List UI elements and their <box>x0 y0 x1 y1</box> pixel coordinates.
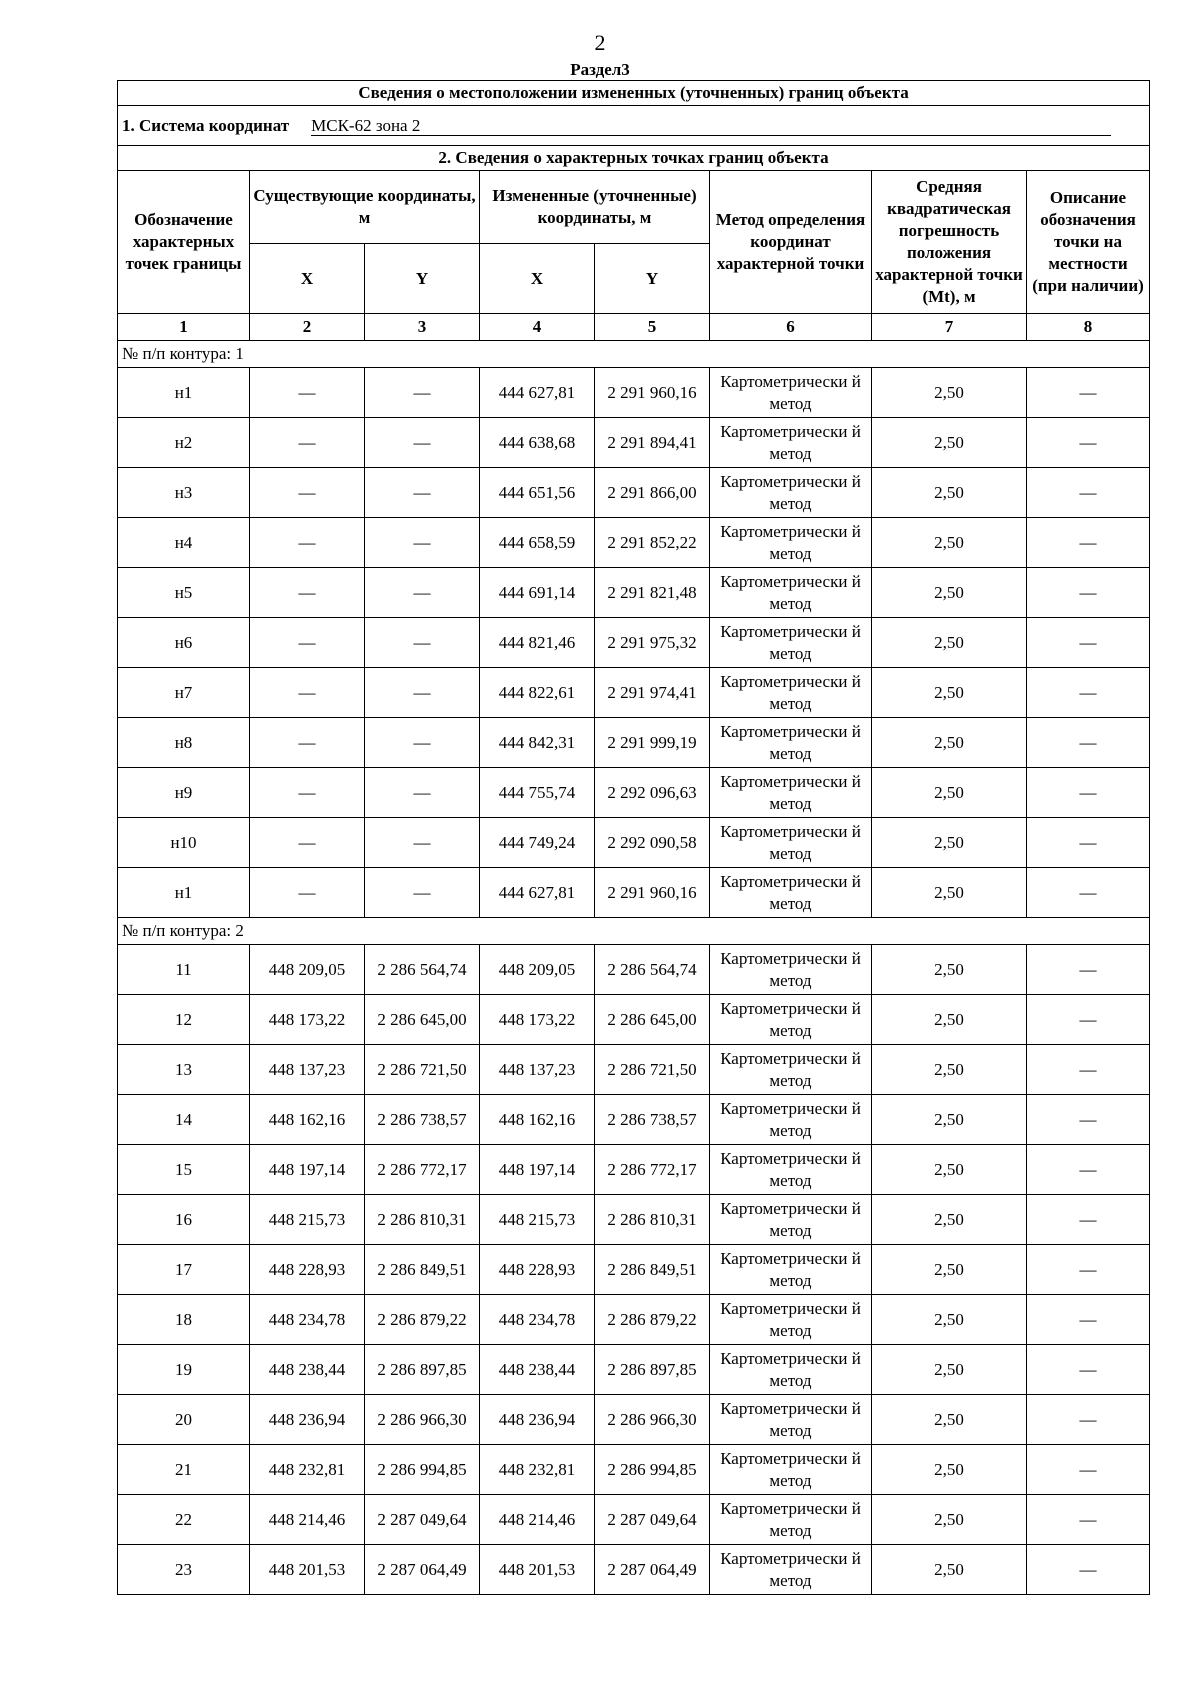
column-number: 1 <box>118 314 250 341</box>
cell-new-x: 448 228,93 <box>480 1245 595 1295</box>
cell-new-x: 444 627,81 <box>480 368 595 418</box>
cell-existing-x: — <box>250 568 365 618</box>
cell-description: — <box>1027 518 1150 568</box>
cell-error: 2,50 <box>872 818 1027 868</box>
cell-description: — <box>1027 1445 1150 1495</box>
section-title: Раздел3 <box>570 60 630 79</box>
cell-existing-x: 448 209,05 <box>250 945 365 995</box>
cell-new-y: 2 292 090,58 <box>595 818 710 868</box>
cell-error: 2,50 <box>872 468 1027 518</box>
cell-point: 19 <box>118 1345 250 1395</box>
table-row <box>118 518 1150 568</box>
cell-new-x: 448 201,53 <box>480 1545 595 1595</box>
cell-description: — <box>1027 468 1150 518</box>
cell-new-y: 2 291 975,32 <box>595 618 710 668</box>
cell-point: н3 <box>118 468 250 518</box>
cell-existing-x: — <box>250 718 365 768</box>
cell-new-y: 2 286 738,57 <box>595 1095 710 1145</box>
cell-existing-y: — <box>365 518 480 568</box>
cell-new-y: 2 291 894,41 <box>595 418 710 468</box>
cell-existing-y: 2 287 049,64 <box>365 1495 480 1545</box>
table-row <box>118 1295 1150 1345</box>
header-changed: Измененные (уточненные) координаты, м <box>480 171 710 244</box>
points-title-row <box>118 146 1150 171</box>
table-row <box>118 1195 1150 1245</box>
cell-error: 2,50 <box>872 1445 1027 1495</box>
table-row <box>118 768 1150 818</box>
cell-existing-x: 448 137,23 <box>250 1045 365 1095</box>
coord-system-value: МСК-62 зона 2 <box>311 116 1111 136</box>
coord-system-cell <box>118 106 1150 146</box>
cell-method: Картометрически й метод <box>710 668 872 718</box>
table-row <box>118 1345 1150 1395</box>
cell-error: 2,50 <box>872 1495 1027 1545</box>
contour-label-row <box>118 918 1150 945</box>
cell-description: — <box>1027 1295 1150 1345</box>
cell-new-y: 2 286 994,85 <box>595 1445 710 1495</box>
header-changed-y: Y <box>595 244 710 314</box>
cell-new-y: 2 286 897,85 <box>595 1345 710 1395</box>
cell-error: 2,50 <box>872 1245 1027 1295</box>
header-error: Средняя квадратическая погрешность положения характерной точки (Mt), м <box>872 171 1027 314</box>
cell-method: Картометрически й метод <box>710 468 872 518</box>
cell-existing-y: — <box>365 768 480 818</box>
cell-method: Картометрически й метод <box>710 418 872 468</box>
cell-point: н9 <box>118 768 250 818</box>
cell-existing-y: — <box>365 618 480 668</box>
table-row <box>118 1245 1150 1295</box>
cell-new-x: 448 215,73 <box>480 1195 595 1245</box>
cell-existing-x: 448 234,78 <box>250 1295 365 1345</box>
column-number: 4 <box>480 314 595 341</box>
cell-error: 2,50 <box>872 1545 1027 1595</box>
cell-point: 13 <box>118 1045 250 1095</box>
cell-new-y: 2 287 049,64 <box>595 1495 710 1545</box>
cell-error: 2,50 <box>872 768 1027 818</box>
cell-method: Картометрически й метод <box>710 995 872 1045</box>
column-number: 3 <box>365 314 480 341</box>
table-row <box>118 1495 1150 1545</box>
cell-description: — <box>1027 1545 1150 1595</box>
cell-new-y: 2 291 852,22 <box>595 518 710 568</box>
cell-method: Картометрически й метод <box>710 618 872 668</box>
cell-method: Картометрически й метод <box>710 768 872 818</box>
cell-new-x: 448 209,05 <box>480 945 595 995</box>
cell-method: Картометрически й метод <box>710 1045 872 1095</box>
header-designation: Обозначение характерных точек границы <box>118 171 250 314</box>
table-row <box>118 568 1150 618</box>
cell-description: — <box>1027 868 1150 918</box>
cell-point: н6 <box>118 618 250 668</box>
cell-point: 11 <box>118 945 250 995</box>
cell-existing-y: — <box>365 568 480 618</box>
cell-description: — <box>1027 718 1150 768</box>
cell-method: Картометрически й метод <box>710 1395 872 1445</box>
column-number: 7 <box>872 314 1027 341</box>
cell-existing-y: 2 286 564,74 <box>365 945 480 995</box>
cell-description: — <box>1027 768 1150 818</box>
cell-new-y: 2 291 960,16 <box>595 368 710 418</box>
cell-existing-y: — <box>365 468 480 518</box>
table-row <box>118 668 1150 718</box>
cell-new-x: 444 691,14 <box>480 568 595 618</box>
cell-point: 14 <box>118 1095 250 1145</box>
cell-error: 2,50 <box>872 368 1027 418</box>
cell-existing-x: — <box>250 768 365 818</box>
cell-point: н2 <box>118 418 250 468</box>
cell-point: 15 <box>118 1145 250 1195</box>
cell-description: — <box>1027 618 1150 668</box>
cell-method: Картометрически й метод <box>710 1245 872 1295</box>
cell-existing-y: 2 287 064,49 <box>365 1545 480 1595</box>
cell-error: 2,50 <box>872 718 1027 768</box>
cell-point: н7 <box>118 668 250 718</box>
cell-new-y: 2 286 645,00 <box>595 995 710 1045</box>
cell-new-x: 448 236,94 <box>480 1395 595 1445</box>
cell-new-y: 2 292 096,63 <box>595 768 710 818</box>
cell-new-x: 444 755,74 <box>480 768 595 818</box>
cell-new-x: 444 749,24 <box>480 818 595 868</box>
cell-new-y: 2 286 810,31 <box>595 1195 710 1245</box>
cell-existing-y: 2 286 994,85 <box>365 1445 480 1495</box>
cell-point: н5 <box>118 568 250 618</box>
cell-new-x: 444 638,68 <box>480 418 595 468</box>
column-numbers-row <box>118 314 1150 341</box>
cell-existing-x: — <box>250 618 365 668</box>
cell-existing-x: — <box>250 368 365 418</box>
cell-existing-x: — <box>250 868 365 918</box>
cell-description: — <box>1027 368 1150 418</box>
cell-method: Картометрически й метод <box>710 568 872 618</box>
table-row <box>118 818 1150 868</box>
cell-point: 22 <box>118 1495 250 1545</box>
cell-error: 2,50 <box>872 568 1027 618</box>
contour-label-row <box>118 341 1150 368</box>
cell-error: 2,50 <box>872 1295 1027 1345</box>
cell-point: н8 <box>118 718 250 768</box>
cell-existing-x: 448 238,44 <box>250 1345 365 1395</box>
cell-method: Картометрически й метод <box>710 818 872 868</box>
header-method: Метод определения координат характерной точки <box>710 171 872 314</box>
cell-existing-x: — <box>250 468 365 518</box>
cell-existing-y: 2 286 738,57 <box>365 1095 480 1145</box>
table-row <box>118 868 1150 918</box>
cell-existing-y: 2 286 897,85 <box>365 1345 480 1395</box>
cell-new-x: 444 651,56 <box>480 468 595 518</box>
cell-method: Картометрически й метод <box>710 868 872 918</box>
cell-new-x: 444 821,46 <box>480 618 595 668</box>
table-row <box>118 618 1150 668</box>
cell-existing-y: 2 286 721,50 <box>365 1045 480 1095</box>
cell-existing-y: — <box>365 668 480 718</box>
cell-existing-y: 2 286 772,17 <box>365 1145 480 1195</box>
boundary-table <box>117 80 1150 1595</box>
cell-error: 2,50 <box>872 868 1027 918</box>
cell-existing-x: 448 215,73 <box>250 1195 365 1245</box>
table-body <box>118 81 1150 1595</box>
cell-new-y: 2 287 064,49 <box>595 1545 710 1595</box>
table-title-row <box>118 81 1150 106</box>
coord-system-row <box>118 106 1150 146</box>
cell-point: 12 <box>118 995 250 1045</box>
cell-point: 18 <box>118 1295 250 1345</box>
cell-new-y: 2 286 849,51 <box>595 1245 710 1295</box>
cell-method: Картометрически й метод <box>710 945 872 995</box>
column-number: 5 <box>595 314 710 341</box>
cell-error: 2,50 <box>872 1045 1027 1095</box>
cell-existing-y: — <box>365 418 480 468</box>
cell-error: 2,50 <box>872 945 1027 995</box>
table-row <box>118 1545 1150 1595</box>
cell-new-x: 448 137,23 <box>480 1045 595 1095</box>
cell-new-y: 2 286 966,30 <box>595 1395 710 1445</box>
points-title: 2. Сведения о характерных точках границ объекта <box>118 146 1150 171</box>
cell-description: — <box>1027 1495 1150 1545</box>
cell-existing-y: 2 286 966,30 <box>365 1395 480 1445</box>
cell-description: — <box>1027 1245 1150 1295</box>
cell-error: 2,50 <box>872 618 1027 668</box>
cell-existing-y: — <box>365 718 480 768</box>
table-row <box>118 368 1150 418</box>
cell-new-y: 2 286 772,17 <box>595 1145 710 1195</box>
cell-existing-y: 2 286 810,31 <box>365 1195 480 1245</box>
cell-description: — <box>1027 1045 1150 1095</box>
cell-description: — <box>1027 1195 1150 1245</box>
cell-new-x: 448 238,44 <box>480 1345 595 1395</box>
header-existing-x: X <box>250 244 365 314</box>
cell-description: — <box>1027 995 1150 1045</box>
cell-new-x: 444 822,61 <box>480 668 595 718</box>
cell-point: н1 <box>118 368 250 418</box>
column-number: 8 <box>1027 314 1150 341</box>
cell-description: — <box>1027 1345 1150 1395</box>
cell-existing-y: — <box>365 368 480 418</box>
table-title: Сведения о местоположении измененных (уточненных) границ объекта <box>118 81 1150 106</box>
header-existing: Существующие координаты, м <box>250 171 480 244</box>
cell-method: Картометрически й метод <box>710 1495 872 1545</box>
column-number: 6 <box>710 314 872 341</box>
table-row <box>118 995 1150 1045</box>
cell-description: — <box>1027 1395 1150 1445</box>
cell-method: Картометрически й метод <box>710 368 872 418</box>
cell-existing-x: — <box>250 668 365 718</box>
cell-method: Картометрически й метод <box>710 718 872 768</box>
table-row <box>118 1045 1150 1095</box>
cell-new-x: 448 232,81 <box>480 1445 595 1495</box>
cell-point: 17 <box>118 1245 250 1295</box>
cell-error: 2,50 <box>872 518 1027 568</box>
page-number: 2 <box>594 30 606 55</box>
cell-new-x: 444 842,31 <box>480 718 595 768</box>
cell-new-x: 448 234,78 <box>480 1295 595 1345</box>
cell-description: — <box>1027 945 1150 995</box>
cell-point: 23 <box>118 1545 250 1595</box>
cell-error: 2,50 <box>872 1345 1027 1395</box>
cell-description: — <box>1027 1145 1150 1195</box>
cell-new-y: 2 291 999,19 <box>595 718 710 768</box>
column-number: 2 <box>250 314 365 341</box>
cell-method: Картометрически й метод <box>710 518 872 568</box>
cell-method: Картометрически й метод <box>710 1345 872 1395</box>
cell-point: н4 <box>118 518 250 568</box>
cell-existing-x: 448 214,46 <box>250 1495 365 1545</box>
cell-existing-x: 448 228,93 <box>250 1245 365 1295</box>
cell-new-x: 448 214,46 <box>480 1495 595 1545</box>
header-row-1 <box>118 171 1150 244</box>
table-row <box>118 418 1150 468</box>
cell-new-y: 2 286 721,50 <box>595 1045 710 1095</box>
table-row <box>118 718 1150 768</box>
cell-existing-x: 448 236,94 <box>250 1395 365 1445</box>
cell-description: — <box>1027 818 1150 868</box>
cell-existing-x: 448 173,22 <box>250 995 365 1045</box>
cell-error: 2,50 <box>872 995 1027 1045</box>
cell-new-y: 2 286 879,22 <box>595 1295 710 1345</box>
cell-new-y: 2 291 821,48 <box>595 568 710 618</box>
cell-point: н1 <box>118 868 250 918</box>
cell-existing-x: — <box>250 818 365 868</box>
cell-description: — <box>1027 1095 1150 1145</box>
cell-existing-x: 448 232,81 <box>250 1445 365 1495</box>
cell-method: Картометрически й метод <box>710 1095 872 1145</box>
header-changed-x: X <box>480 244 595 314</box>
cell-error: 2,50 <box>872 418 1027 468</box>
cell-existing-y: — <box>365 868 480 918</box>
cell-existing-y: 2 286 645,00 <box>365 995 480 1045</box>
cell-point: 21 <box>118 1445 250 1495</box>
cell-new-x: 448 197,14 <box>480 1145 595 1195</box>
header-existing-y: Y <box>365 244 480 314</box>
cell-new-x: 448 162,16 <box>480 1095 595 1145</box>
cell-existing-x: — <box>250 418 365 468</box>
cell-error: 2,50 <box>872 1195 1027 1245</box>
cell-new-y: 2 291 960,16 <box>595 868 710 918</box>
contour-label: № п/п контура: 1 <box>118 341 1150 368</box>
cell-existing-x: 448 201,53 <box>250 1545 365 1595</box>
table-row <box>118 1145 1150 1195</box>
cell-point: 16 <box>118 1195 250 1245</box>
cell-existing-y: 2 286 849,51 <box>365 1245 480 1295</box>
cell-description: — <box>1027 418 1150 468</box>
coord-system-label: 1. Система координат <box>122 115 290 135</box>
cell-method: Картометрически й метод <box>710 1295 872 1345</box>
table-row <box>118 468 1150 518</box>
cell-description: — <box>1027 568 1150 618</box>
cell-error: 2,50 <box>872 668 1027 718</box>
cell-method: Картометрически й метод <box>710 1195 872 1245</box>
cell-error: 2,50 <box>872 1395 1027 1445</box>
contour-label: № п/п контура: 2 <box>118 918 1150 945</box>
cell-existing-y: — <box>365 818 480 868</box>
cell-new-x: 444 627,81 <box>480 868 595 918</box>
table-row <box>118 945 1150 995</box>
cell-method: Картометрически й метод <box>710 1145 872 1195</box>
header-description: Описание обозначения точки на местности (при наличии) <box>1027 171 1150 314</box>
cell-error: 2,50 <box>872 1095 1027 1145</box>
cell-description: — <box>1027 668 1150 718</box>
cell-new-x: 448 173,22 <box>480 995 595 1045</box>
cell-method: Картометрически й метод <box>710 1445 872 1495</box>
cell-existing-x: 448 197,14 <box>250 1145 365 1195</box>
cell-new-y: 2 291 866,00 <box>595 468 710 518</box>
cell-existing-x: — <box>250 518 365 568</box>
cell-new-y: 2 291 974,41 <box>595 668 710 718</box>
cell-new-y: 2 286 564,74 <box>595 945 710 995</box>
table-row <box>118 1395 1150 1445</box>
table-row <box>118 1445 1150 1495</box>
cell-point: н10 <box>118 818 250 868</box>
cell-method: Картометрически й метод <box>710 1545 872 1595</box>
table-row <box>118 1095 1150 1145</box>
cell-point: 20 <box>118 1395 250 1445</box>
cell-existing-y: 2 286 879,22 <box>365 1295 480 1345</box>
cell-existing-x: 448 162,16 <box>250 1095 365 1145</box>
cell-new-x: 444 658,59 <box>480 518 595 568</box>
cell-error: 2,50 <box>872 1145 1027 1195</box>
